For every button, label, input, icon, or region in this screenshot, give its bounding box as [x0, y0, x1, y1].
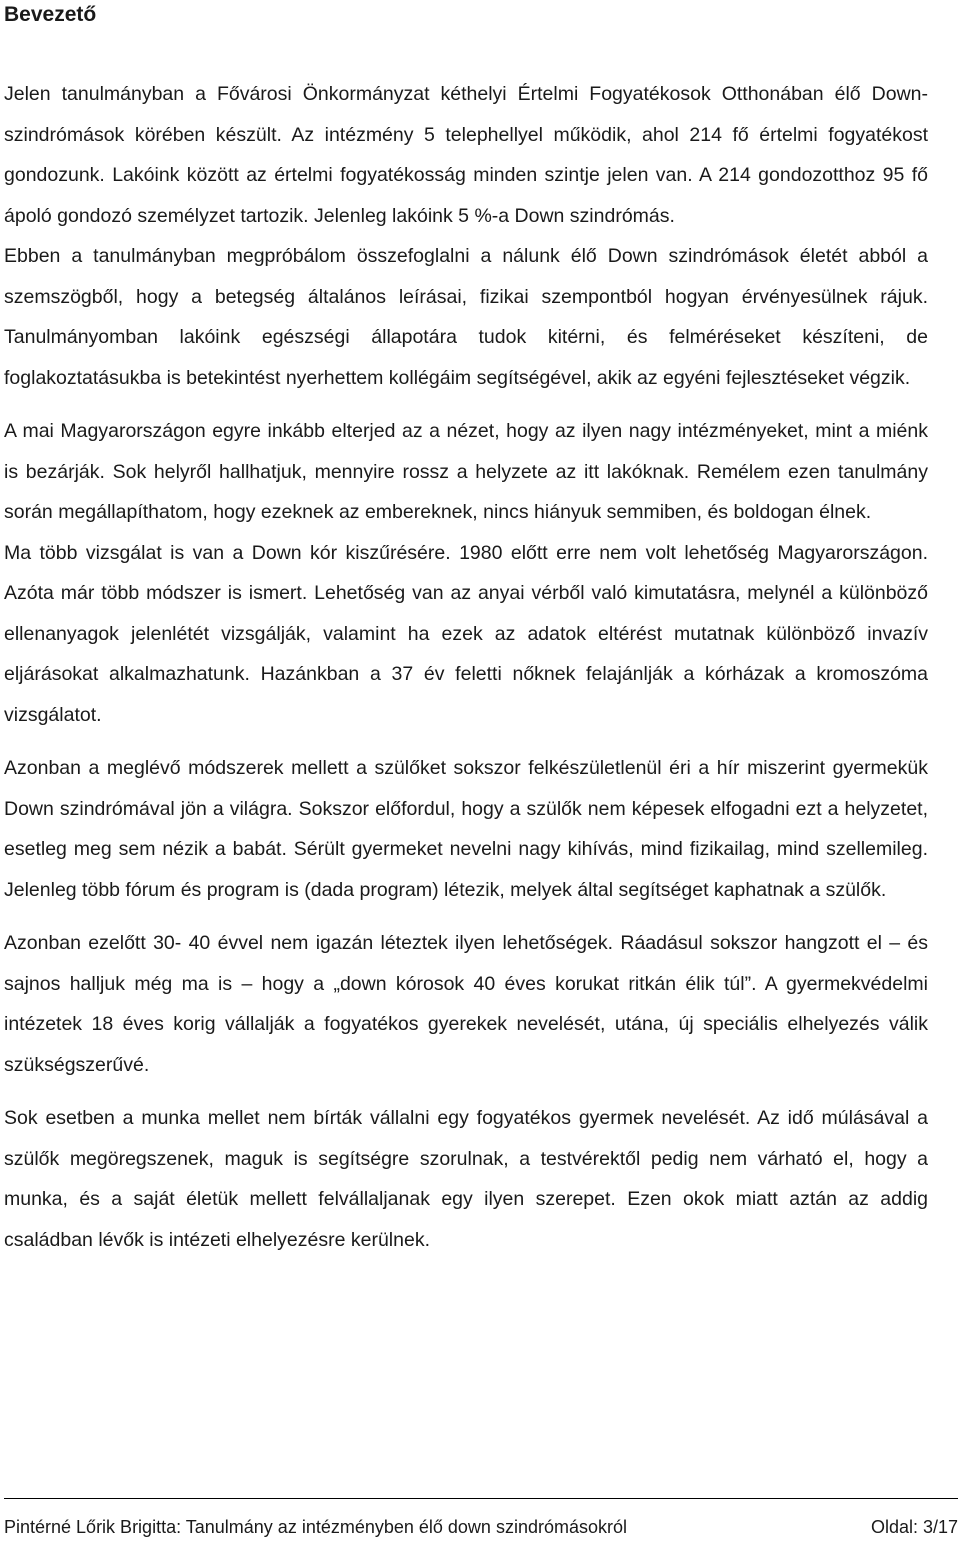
paragraph-6: Azonban ezelőtt 30- 40 évvel nem igazán léteztek ilyen lehetőségek. Ráadásul sokszor hangzott el – és sajnos halljuk még ma is – hogy a „down kórosok 40 éves korukat ritkán élik túl”. A gyermekvédelmi intézetek 18 éves korig vállalják a fogyatékos gyerekek nevelését, utána, új speciális elhelyezés válik szükségszerűvé.: [4, 932, 928, 1076]
page-footer: [4, 1515, 958, 1539]
paragraph-3: A mai Magyarországon egyre inkább elterjed az a nézet, hogy az ilyen nagy intézményeket, mint a miénk is bezárják. Sok helyről hallhatjuk, mennyire rossz a helyzete az itt lakóknak. Remélem ezen tanulmány során megállapíthatom, hogy ezeknek az embereknek, nincs hiányuk semmiben, és boldogan élnek.: [4, 420, 928, 523]
paragraph-1: Jelen tanulmányban a Fővárosi Önkormányzat kéthelyi Értelmi Fogyatékosok Otthonában élő Down-szindrómások körében készült. Az intézmény 5 telephellyel működik, ahol 214 fő értelmi fogyatékost gondozunk. Lakóink között az értelmi fogyatékosság minden szintje jelen van. A 214 gondozotthoz 95 fő ápoló gondozó személyzet tartozik. Jelenleg lakóink 5 %-a Down szindrómás.: [4, 83, 928, 227]
footer-title: Pintérné Lőrik Brigitta: Tanulmány az intézményben élő down szindrómásokról: [4, 1517, 627, 1537]
footer-divider: [4, 1498, 958, 1499]
paragraph-5: Azonban a meglévő módszerek mellett a szülőket sokszor felkészületlenül éri a hír miszerint gyermekük Down szindrómával jön a világra. Sokszor előfordul, hogy a szülők nem képesek elfogadni ezt a helyzetet, esetleg meg sem nézik a babát. Sérült gyermeket nevelni nagy kihívás, mind fizikailag, mind szellemileg. Jelenleg több fórum és program is (dada program) létezik, melyek által segítséget kaphatnak a szülők.: [4, 757, 928, 901]
document-body: [4, 74, 928, 1260]
paragraph-2: Ebben a tanulmányban megpróbálom összefoglalni a nálunk élő Down szindrómások életét abból a szemszögből, hogy a betegség általános leírásai, fizikai szempontból hogyan érvényesülnek rájuk. Tanulmányomban lakóink egészségi állapotára tudok kitérni, és felméréseket készíteni, de foglakoztatásukba is betekintést nyerhettem kollégáim segítségével, akik az egyéni fejlesztéseket végzik.: [4, 245, 928, 389]
page-number: Oldal: 3/17: [870, 1517, 958, 1537]
section-heading: Bevezető: [4, 3, 97, 26]
paragraph-4: Ma több vizsgálat is van a Down kór kiszűrésére. 1980 előtt erre nem volt lehetőség Magyarországon. Azóta már több módszer is ismert. Lehetőség van az anyai vérből való kimutatásra, melynél a különböző ellenanyagok jelenlétét vizsgálják, valamint ha ezek az adatok eltérést mutatnak különböző invazív eljárásokat alkalmazhatunk. Hazánkban a 37 év feletti nőknek felajánlják a kórházak a kromoszóma vizsgálatot.: [4, 541, 928, 726]
paragraph-7: Sok esetben a munka mellet nem bírták vállalni egy fogyatékos gyermek nevelését. Az idő múlásával a szülők megöregszenek, maguk is segítségre szorulnak, a testvérektől pedig nem várható el, hogy a munka, és a saját életük mellett felvállaljanak egy ilyen szerepet. Ezen okok miatt aztán az addig családban lévők is intézeti elhelyezésre kerülnek.: [4, 1107, 928, 1251]
